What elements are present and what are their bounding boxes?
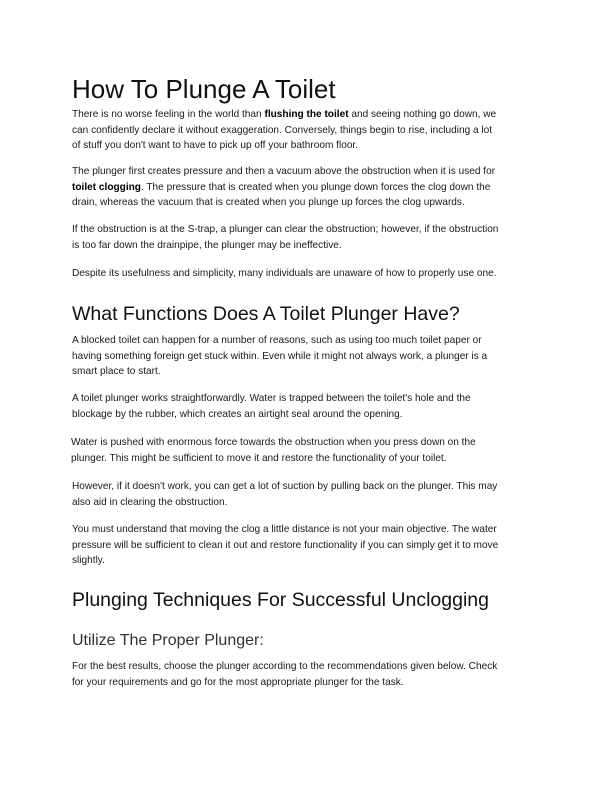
text-line: for your requirements and go for the most appropriate plunger for the task. — [72, 676, 404, 688]
text-line: The plunger first creates pressure and then a vacuum above the obstruction when it is used for — [72, 166, 496, 177]
subsection-heading-proper-plunger: Utilize The Proper Plunger: — [72, 632, 264, 649]
text-line: having something foreign get stuck within. Even while it might not always work, a plunger is a — [72, 350, 488, 362]
section1-paragraph-2 — [72, 391, 540, 422]
text-line: smart place to start. — [72, 366, 161, 377]
section-heading-techniques: Plunging Techniques For Successful Unclogging — [72, 589, 489, 611]
intro-paragraph-1 — [72, 107, 540, 154]
text-span: There is no worse feeling in the world than — [72, 109, 265, 120]
text-line: pressure will be sufficient to clean it out and restore functionality if you can simply get it to move — [72, 539, 499, 551]
text-line: Despite its usefulness and simplicity, many individuals are unaware of how to properly use one. — [72, 268, 497, 279]
text-span: . The pressure that is created when you plunge down forces the clog down the — [140, 181, 491, 193]
section-heading-functions: What Functions Does A Toilet Plunger Have? — [72, 303, 460, 325]
text-line: A blocked toilet can happen for a number of reasons, such as using too much toilet paper or — [72, 335, 482, 346]
text-line: drain, whereas the vacuum that is created when you plunge up forces the clog upwards. — [72, 197, 465, 208]
section1-paragraph-1 — [72, 333, 540, 380]
text-span: and seeing nothing go down, we — [348, 109, 497, 120]
document-page — [72, 0, 540, 792]
text-line: is too far down the drainpipe, the plunger may be ineffective. — [72, 239, 342, 251]
text-line — [72, 107, 540, 123]
section1-paragraph-3 — [71, 435, 539, 466]
text-line: can confidently declare it without exaggeration. Conversely, things begin to rise, including a lot — [72, 124, 493, 136]
bold-link-text: toilet clogging — [72, 181, 141, 193]
section2-paragraph-1 — [72, 659, 540, 690]
section1-paragraph-5 — [72, 522, 540, 569]
text-line: blockage by the rubber, which creates an airtight seal around the opening. — [72, 408, 403, 420]
text-line: However, if it doesn't work, you can get a lot of suction by pulling back on the plunger. This may — [72, 481, 498, 492]
text-line — [72, 180, 540, 196]
text-line: You must understand that moving the clog a little distance is not your main objective. The water — [72, 524, 497, 535]
section1-paragraph-4 — [72, 479, 540, 510]
text-line: plunger. This might be sufficient to move it and restore the functionality of your toilet. — [71, 452, 447, 464]
text-line: If the obstruction is at the S-trap, a plunger can clear the obstruction; however, if the obstruction — [72, 224, 499, 235]
text-line: A toilet plunger works straightforwardly. Water is trapped between the toilet's hole and the — [72, 393, 471, 404]
bold-link-text: flushing the toilet — [264, 109, 349, 120]
text-line: For the best results, choose the plunger according to the recommendations given below. Check — [72, 661, 498, 672]
page-title: How To Plunge A Toilet — [72, 74, 336, 104]
intro-paragraph-3 — [72, 222, 540, 253]
text-line: slightly. — [72, 555, 105, 566]
text-line: also aid in clearing the obstruction. — [72, 496, 228, 508]
intro-paragraph-2 — [72, 164, 540, 211]
text-line: Water is pushed with enormous force towards the obstruction when you press down on the — [71, 437, 476, 448]
text-line: of stuff you don't want to have to pick up off your bathroom floor. — [72, 140, 359, 151]
intro-paragraph-4 — [72, 266, 540, 282]
